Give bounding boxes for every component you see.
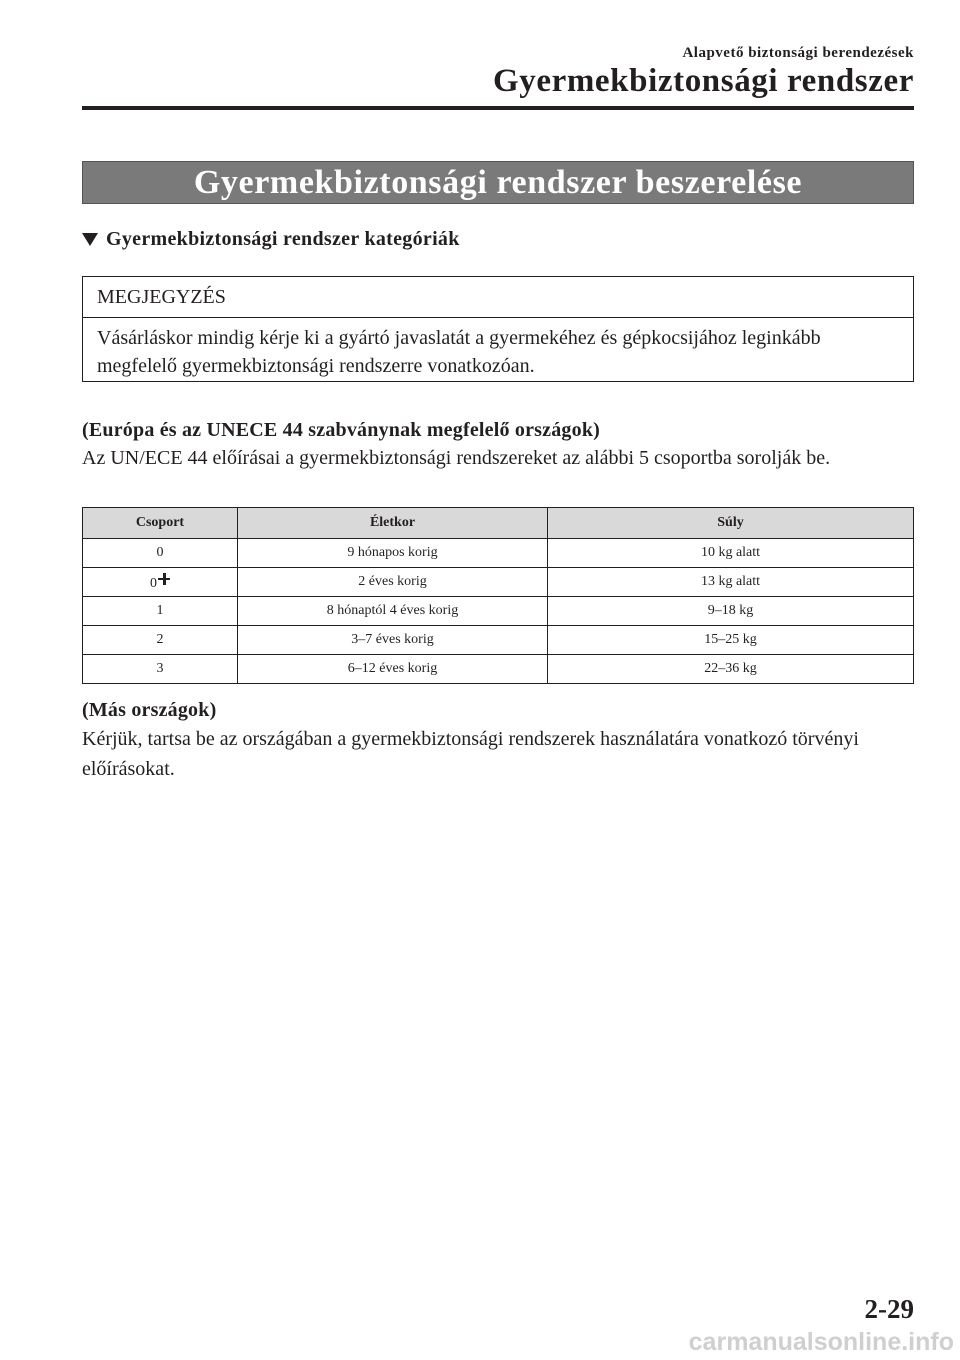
other-text: Kérjük, tartsa be az országában a gyermekbiztonsági rendszerek használatára vonatkozó törvényi előírásokat. [82, 728, 859, 780]
cell-weight: 13 kg alatt [548, 568, 914, 597]
header-group: Csoport [83, 508, 238, 539]
header-divider [82, 106, 914, 110]
note-box [82, 276, 914, 382]
group-value: 0 [150, 575, 157, 591]
group-value: 2 [156, 632, 164, 647]
cell-age: 2 éves korig [238, 568, 548, 597]
cell-weight: 9–18 kg [548, 597, 914, 626]
plus-icon [158, 573, 170, 585]
table-row [83, 568, 914, 597]
header-weight: Súly [548, 508, 914, 539]
group-table [82, 507, 914, 684]
cell-group [83, 626, 238, 655]
header-section-label: Alapvető biztonsági berendezések [682, 45, 914, 61]
europe-heading: (Európa és az UNECE 44 szabványnak megfelelő országok) [82, 419, 601, 441]
table-row [83, 597, 914, 626]
header-title: Gyermekbiztonsági rendszer [492, 63, 914, 99]
cell-age: 6–12 éves korig [238, 655, 548, 684]
cell-weight: 22–36 kg [548, 655, 914, 684]
table-row [83, 539, 914, 568]
table-header-row [83, 508, 914, 539]
watermark-link[interactable]: carmanualsonline.info [688, 1328, 954, 1356]
table-row [83, 655, 914, 684]
other-heading: (Más országok) [82, 699, 217, 721]
banner-title: Gyermekbiztonsági rendszer beszerelése [193, 163, 803, 201]
subheading-text: Gyermekbiztonsági rendszer kategóriák [106, 228, 460, 250]
cell-age: 8 hónaptól 4 éves korig [238, 597, 548, 626]
cell-group [83, 597, 238, 626]
cell-age: 3–7 éves korig [238, 626, 548, 655]
header-age: Életkor [238, 508, 548, 539]
note-text: Vásárláskor mindig kérje ki a gyártó javaslatát a gyermekéhez és gépkocsijához leginkább megfelelő gyermekbiztonsági rendszerre vonatkozóan. [97, 327, 821, 377]
cell-age: 9 hónapos korig [238, 539, 548, 568]
triangle-down-icon [82, 233, 98, 246]
cell-group [83, 655, 238, 684]
subheading [82, 228, 460, 251]
group-value: 3 [156, 661, 164, 676]
note-title: MEGJEGYZÉS [83, 277, 913, 318]
section-banner [82, 161, 914, 204]
europe-text: Az UN/ECE 44 előírásai a gyermekbiztonsági rendszereket az alábbi 5 csoportba sorolják be. [82, 447, 831, 469]
group-value: 0 [156, 545, 164, 560]
cell-weight: 15–25 kg [548, 626, 914, 655]
table-row [83, 626, 914, 655]
cell-weight: 10 kg alatt [548, 539, 914, 568]
cell-group [83, 539, 238, 568]
group-value: 1 [156, 603, 164, 618]
cell-group [83, 568, 238, 597]
page-number: 2-29 [864, 1294, 914, 1324]
